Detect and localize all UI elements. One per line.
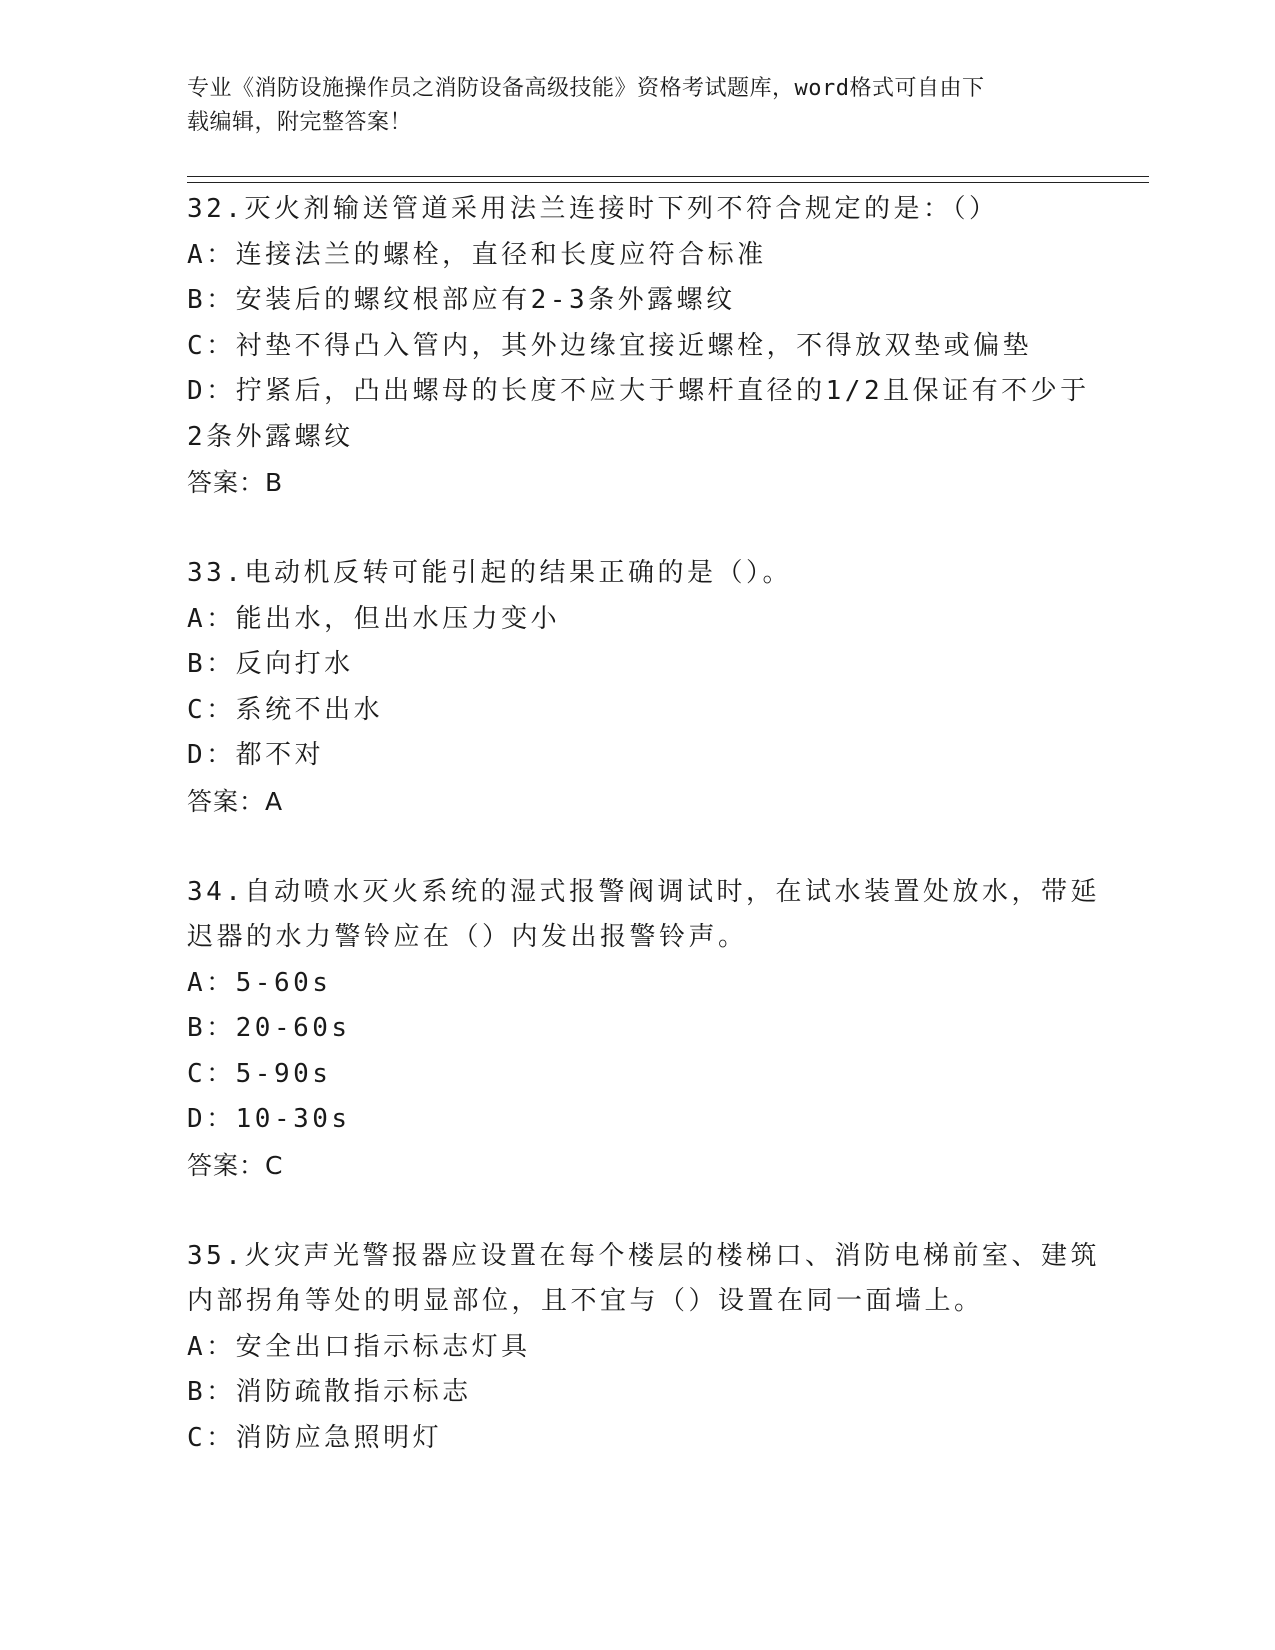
option-c: C：5-90s	[187, 1058, 332, 1089]
option-a: A：连接法兰的螺栓，直径和长度应符合标准	[187, 239, 767, 270]
question-stem-continued: 内部拐角等处的明显部位，且不宜与（）设置在同一面墙上。	[187, 1286, 984, 1316]
question-35	[187, 1234, 1100, 1462]
answer: 答案：C	[187, 1150, 284, 1180]
option-a: A：安全出口指示标志灯具	[187, 1331, 531, 1362]
question-stem: 34.自动喷水灭火系统的湿式报警阀调试时，在试水装置处放水，带延	[187, 876, 1100, 907]
option-c: C：衬垫不得凸入管内，其外边缘宜接近螺栓，不得放双垫或偏垫	[187, 330, 1033, 361]
header-line-2: 载编辑，附完整答案！	[187, 110, 413, 135]
question-list	[187, 187, 1100, 1461]
option-b: B：消防疏散指示标志	[187, 1377, 472, 1407]
option-b: B：安装后的螺纹根部应有2-3条外露螺纹	[187, 285, 736, 315]
answer: 答案：A	[187, 786, 284, 816]
option-c: C：消防应急照明灯	[187, 1422, 443, 1453]
option-c: C：系统不出水	[187, 694, 384, 725]
question-stem: 33.电动机反转可能引起的结果正确的是（）。	[187, 558, 792, 588]
answer: 答案：B	[187, 468, 284, 497]
option-d: D：10-30s	[187, 1104, 351, 1134]
option-d-continued: 2条外露螺纹	[187, 421, 354, 452]
question-stem-continued: 迟器的水力警铃应在（）内发出报警铃声。	[187, 922, 748, 952]
option-b: B：反向打水	[187, 649, 354, 679]
question-stem: 35.火灾声光警报器应设置在每个楼层的楼梯口、消防电梯前室、建筑	[187, 1240, 1100, 1271]
spacer	[187, 506, 1087, 552]
spacer	[187, 1188, 1087, 1234]
option-a: A：5-60s	[187, 967, 332, 998]
document-header	[187, 72, 1067, 140]
header-line-1: 专业《消防设施操作员之消防设备高级技能》资格考试题库，word格式可自由下	[187, 76, 985, 101]
header-rule-bottom	[187, 182, 1149, 183]
option-a: A：能出水，但出水压力变小	[187, 603, 561, 634]
option-d: D：拧紧后，凸出螺母的长度不应大于螺杆直径的1/2且保证有不少于	[187, 376, 1090, 406]
question-33	[187, 551, 1087, 824]
question-stem: 32.灭火剂输送管道采用法兰连接时下列不符合规定的是：（）	[187, 194, 999, 224]
option-d: D：都不对	[187, 740, 325, 770]
question-32	[187, 187, 1090, 506]
header-rule-top	[187, 176, 1149, 177]
spacer	[187, 824, 1087, 870]
option-b: B：20-60s	[187, 1013, 351, 1043]
question-34	[187, 870, 1100, 1189]
